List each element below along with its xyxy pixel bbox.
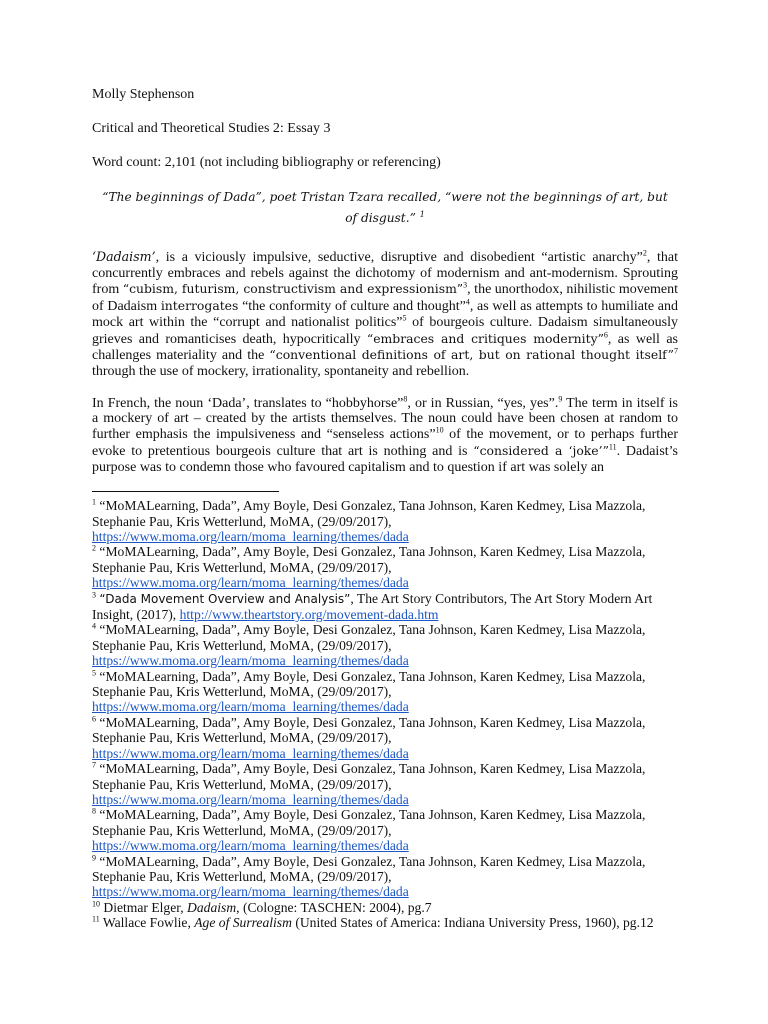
footnote-title: Dadaism	[187, 899, 237, 915]
footnote-ref: 6	[603, 329, 608, 339]
footnote-link[interactable]: https://www.moma.org/learn/moma_learning/themes/dada	[92, 745, 409, 761]
body-text: , as well as challenges materiality and the	[92, 331, 678, 364]
body-text: The term in itself is a mockery of art – created by the artists themselves. The noun could have been chosen at random to further emphasis the impulsiveness and “senseless actions”	[92, 395, 678, 443]
body-paragraph-2	[92, 396, 678, 476]
footnote-ref: 7	[674, 346, 678, 356]
footnote-number: 4	[92, 621, 96, 631]
footnote-7	[92, 761, 678, 807]
footnote-number: 7	[92, 760, 96, 770]
footnote-title: “Dada Movement Overview and Analysis”	[99, 591, 351, 606]
body-quote: “cubism, futurism, constructivism and expressionism”	[122, 281, 464, 297]
footnote-ref: 1	[419, 210, 425, 219]
footnote-9	[92, 854, 678, 900]
body-text: , the unorthodox, nihilistic movement of Dadaism	[92, 282, 678, 315]
footnote-ref: 2	[642, 248, 647, 258]
footnote-10	[92, 900, 678, 915]
footnote-ref: 5	[402, 313, 407, 323]
footnote-ref: 4	[465, 297, 470, 307]
footnote-text: (United States of America: Indiana University Press, 1960), pg.12	[291, 915, 654, 931]
body-text: interrogates	[160, 298, 239, 314]
footnote-link[interactable]: http://www.theartstory.org/movement-dada.htm	[179, 607, 439, 623]
footnote-text: Dietmar Elger,	[103, 899, 188, 915]
footnote-link[interactable]: https://www.moma.org/learn/moma_learning/themes/dada	[92, 791, 409, 807]
body-paragraph-1	[92, 249, 678, 380]
footnote-6	[92, 715, 678, 761]
epigraph-quote	[96, 189, 674, 227]
footnote-ref: 8	[403, 394, 408, 404]
footnote-text: “MoMALearning, Dada”, Amy Boyle, Desi Gonzalez, Tana Johnson, Karen Kedmey, Lisa Mazzola, Stephanie Pau, Kris Wetterlund, MoMA, (29/09/2017),	[92, 807, 646, 838]
footnote-4	[92, 622, 678, 668]
footnote-separator	[92, 491, 279, 492]
footnote-number: 8	[92, 806, 96, 816]
body-text: , is a viciously impulsive, seductive, disruptive and disobedient “artistic anarchy”	[155, 250, 643, 266]
footnote-text: “MoMALearning, Dada”, Amy Boyle, Desi Gonzalez, Tana Johnson, Karen Kedmey, Lisa Mazzola, Stephanie Pau, Kris Wetterlund, MoMA, (29/09/2017),	[92, 853, 646, 884]
dadaism-term: ‘Dadaism’	[92, 249, 156, 265]
author-name: Molly Stephenson	[92, 87, 195, 102]
footnote-text: “MoMALearning, Dada”, Amy Boyle, Desi Gonzalez, Tana Johnson, Karen Kedmey, Lisa Mazzola, Stephanie Pau, Kris Wetterlund, MoMA, (29/09/2017),	[92, 668, 646, 700]
footnote-ref: 11	[608, 442, 617, 452]
footnote-text: “MoMALearning, Dada”, Amy Boyle, Desi Gonzalez, Tana Johnson, Karen Kedmey, Lisa Mazzola, Stephanie Pau, Kris Wetterlund, MoMA, (29/09/2017),	[92, 622, 646, 653]
body-text: of bourgeois culture. Dadaism simultaneously grieves and romanticises death, hypocritically	[92, 314, 679, 347]
footnote-number: 10	[92, 899, 100, 909]
footnote-text: , The Art Story Contributors, The Art Story Modern Art Insight, (2017),	[92, 590, 653, 623]
body-text: , as well as attempts to humiliate and mock art within the “corrupt and nationalist politics”	[92, 299, 679, 330]
footnote-link[interactable]: https://www.moma.org/learn/moma_learning/themes/dada	[92, 838, 409, 854]
footnote-ref: 10	[435, 425, 444, 435]
body-text: through the use of mockery, irrationality, spontaneity and rebellion.	[92, 363, 470, 379]
footnote-1	[92, 498, 678, 544]
footnote-8	[92, 807, 678, 853]
footnote-link[interactable]: https://www.moma.org/learn/moma_learning/themes/dada	[92, 575, 409, 591]
body-quote: “embraces and critiques modernity”	[366, 330, 604, 346]
footnote-text: , (Cologne: TASCHEN: 2004), pg.7	[236, 899, 432, 915]
footnote-number: 2	[92, 543, 96, 553]
footnote-5	[92, 669, 678, 715]
footnote-ref: 9	[558, 394, 563, 404]
body-quote: “considered a ‘joke’”	[473, 442, 609, 458]
footnote-number: 3	[92, 590, 96, 600]
course-title: Critical and Theoretical Studies 2: Essay 3	[92, 121, 331, 136]
body-text: of the movement, or to perhaps further evoke to pretentious bourgeois culture that art is nothing and is	[92, 427, 678, 459]
footnotes	[92, 498, 678, 930]
footnote-number: 5	[92, 668, 96, 678]
footnote-link[interactable]: https://www.moma.org/learn/moma_learning/themes/dada	[92, 529, 409, 545]
footnote-text: “MoMALearning, Dada”, Amy Boyle, Desi Gonzalez, Tana Johnson, Karen Kedmey, Lisa Mazzola, Stephanie Pau, Kris Wetterlund, MoMA, (29/09/2017),	[92, 544, 646, 575]
footnote-number: 1	[92, 497, 96, 507]
document-page	[92, 86, 678, 931]
footnote-number: 6	[92, 714, 96, 724]
footnote-2	[92, 544, 678, 590]
body-text: “the conformity of culture and thought”	[238, 299, 466, 315]
epigraph-text: “The beginnings of Dada”, poet Tristan Tzara recalled, “were not the beginnings of art, but of disgust.”	[102, 190, 668, 226]
footnote-text: Wallace Fowlie,	[102, 915, 195, 931]
footnote-link[interactable]: https://www.moma.org/learn/moma_learning/themes/dada	[92, 653, 409, 669]
footnote-link[interactable]: https://www.moma.org/learn/moma_learning/themes/dada	[92, 884, 409, 900]
footnote-text: “MoMALearning, Dada”, Amy Boyle, Desi Gonzalez, Tana Johnson, Karen Kedmey, Lisa Mazzola, Stephanie Pau, Kris Wetterlund, MoMA, (29/09/2017),	[92, 498, 646, 529]
footnote-link[interactable]: https://www.moma.org/learn/moma_learning/themes/dada	[92, 699, 409, 715]
footnote-text: “MoMALearning, Dada”, Amy Boyle, Desi Gonzalez, Tana Johnson, Karen Kedmey, Lisa Mazzola, Stephanie Pau, Kris Wetterlund, MoMA, (29/09/2017),	[92, 761, 646, 792]
body-text: , that concurrently embraces and rebels against the dichotomy of modernism and ant-modernism. Sprouting from	[92, 250, 678, 298]
body-text: , or in Russian, “yes, yes”.	[407, 395, 559, 411]
footnote-text: “MoMALearning, Dada”, Amy Boyle, Desi Gonzalez, Tana Johnson, Karen Kedmey, Lisa Mazzola, Stephanie Pau, Kris Wetterlund, MoMA, (29/09/2017),	[92, 714, 646, 746]
footnote-ref: 3	[463, 280, 468, 290]
footnote-11	[92, 915, 678, 930]
footnote-3	[92, 591, 678, 623]
word-count: Word count: 2,101 (not including bibliography or referencing)	[92, 155, 441, 170]
footnote-number: 11	[92, 914, 100, 924]
body-quote: “conventional definitions of art, but on rational thought itself”	[269, 347, 674, 363]
footnote-title: Age of Surrealism	[194, 915, 292, 931]
body-text: . Dadaist’s purpose was to condemn those who favoured capitalism and to question if art was solely an	[92, 443, 678, 475]
footnote-number: 9	[92, 853, 96, 863]
body-text: In French, the noun ‘Dada’, translates to “hobbyhorse”	[92, 395, 404, 411]
